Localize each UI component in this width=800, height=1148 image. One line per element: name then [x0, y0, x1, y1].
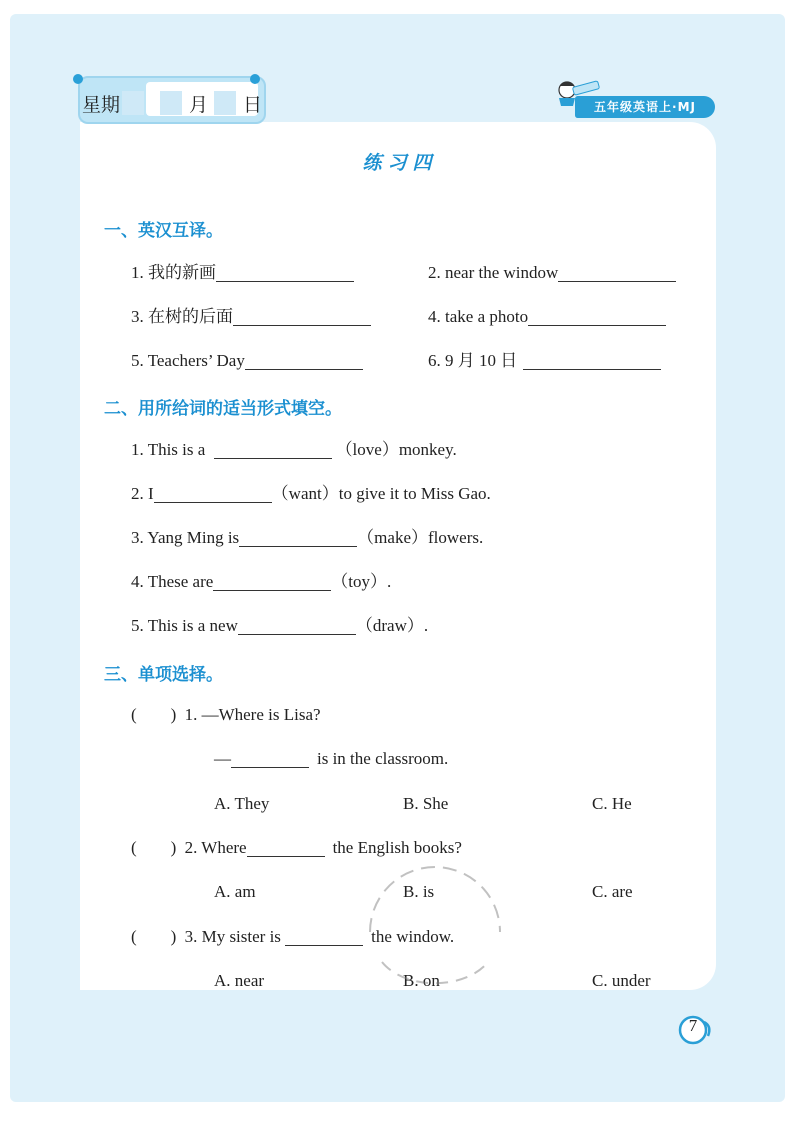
- weekday-label: 星期: [82, 94, 121, 116]
- answer-blank[interactable]: [233, 307, 371, 326]
- option-c[interactable]: C. He: [592, 794, 632, 813]
- option-b[interactable]: B. on: [403, 971, 440, 990]
- fill-item-4: 4. These are （toy）.: [131, 572, 392, 591]
- section3-heading: 三、单项选择。: [104, 665, 223, 685]
- day-blank[interactable]: [214, 91, 236, 115]
- answer-paren[interactable]: ( ): [131, 838, 177, 857]
- option-c[interactable]: C. under: [592, 971, 651, 990]
- option-c[interactable]: C. are: [592, 882, 633, 901]
- day-label: 日: [243, 94, 263, 116]
- pin-dot-icon: [250, 74, 260, 84]
- answer-blank[interactable]: [154, 484, 272, 503]
- translate-item-3: 3. 在树的后面: [131, 306, 371, 328]
- section1-heading: 一、英汉互译。: [104, 221, 223, 241]
- fill-item-5: 5. This is a new （draw）.: [131, 616, 429, 635]
- translate-item-6: 6. 9 月 10 日: [428, 350, 661, 372]
- answer-blank[interactable]: [213, 572, 331, 591]
- translate-item-4: 4. take a photo: [428, 306, 666, 328]
- translate-item-1: 1. 我的新画: [131, 262, 354, 284]
- choice-q1-line2: — is in the classroom.: [214, 749, 449, 768]
- choice-q3: ( ) 3. My sister is the window.: [131, 927, 455, 946]
- option-a[interactable]: A. am: [214, 882, 256, 901]
- answer-blank[interactable]: [238, 616, 356, 635]
- answer-blank[interactable]: [558, 263, 676, 282]
- answer-paren[interactable]: ( ): [131, 705, 177, 724]
- answer-blank[interactable]: [214, 440, 332, 459]
- page-title: 练习四: [362, 152, 438, 174]
- translate-item-5: 5. Teachers’ Day: [131, 350, 363, 372]
- option-a[interactable]: A. They: [214, 794, 270, 813]
- answer-paren[interactable]: ( ): [131, 927, 177, 946]
- month-label: 月: [189, 94, 209, 116]
- month-blank[interactable]: [160, 91, 182, 115]
- answer-blank[interactable]: [247, 838, 325, 857]
- answer-blank[interactable]: [239, 528, 357, 547]
- watermark-stamp-icon: [360, 852, 510, 992]
- fill-item-1: 1. This is a （love）monkey.: [131, 440, 457, 459]
- option-b[interactable]: B. is: [403, 882, 435, 901]
- translate-item-2: 2. near the window: [428, 262, 676, 284]
- option-b[interactable]: B. She: [403, 794, 449, 813]
- option-a[interactable]: A. near: [214, 971, 265, 990]
- pin-dot-icon: [73, 74, 83, 84]
- answer-blank[interactable]: [285, 927, 363, 946]
- grade-tag: 五年级英语上·MJ: [575, 96, 715, 118]
- answer-blank[interactable]: [216, 263, 354, 282]
- fill-item-3: 3. Yang Ming is （make）flowers.: [131, 528, 484, 547]
- answer-blank[interactable]: [245, 351, 363, 370]
- answer-blank[interactable]: [528, 307, 666, 326]
- answer-blank[interactable]: [231, 749, 309, 768]
- page-number: 7: [688, 1016, 698, 1035]
- section2-heading: 二、用所给词的适当形式填空。: [104, 399, 342, 419]
- weekday-blank[interactable]: [122, 91, 144, 115]
- choice-q2: ( ) 2. Where the English books?: [131, 838, 462, 857]
- answer-blank[interactable]: [523, 351, 661, 370]
- choice-q1: ( ) 1. —Where is Lisa?: [131, 705, 321, 724]
- fill-item-2: 2. I （want）to give it to Miss Gao.: [131, 484, 491, 503]
